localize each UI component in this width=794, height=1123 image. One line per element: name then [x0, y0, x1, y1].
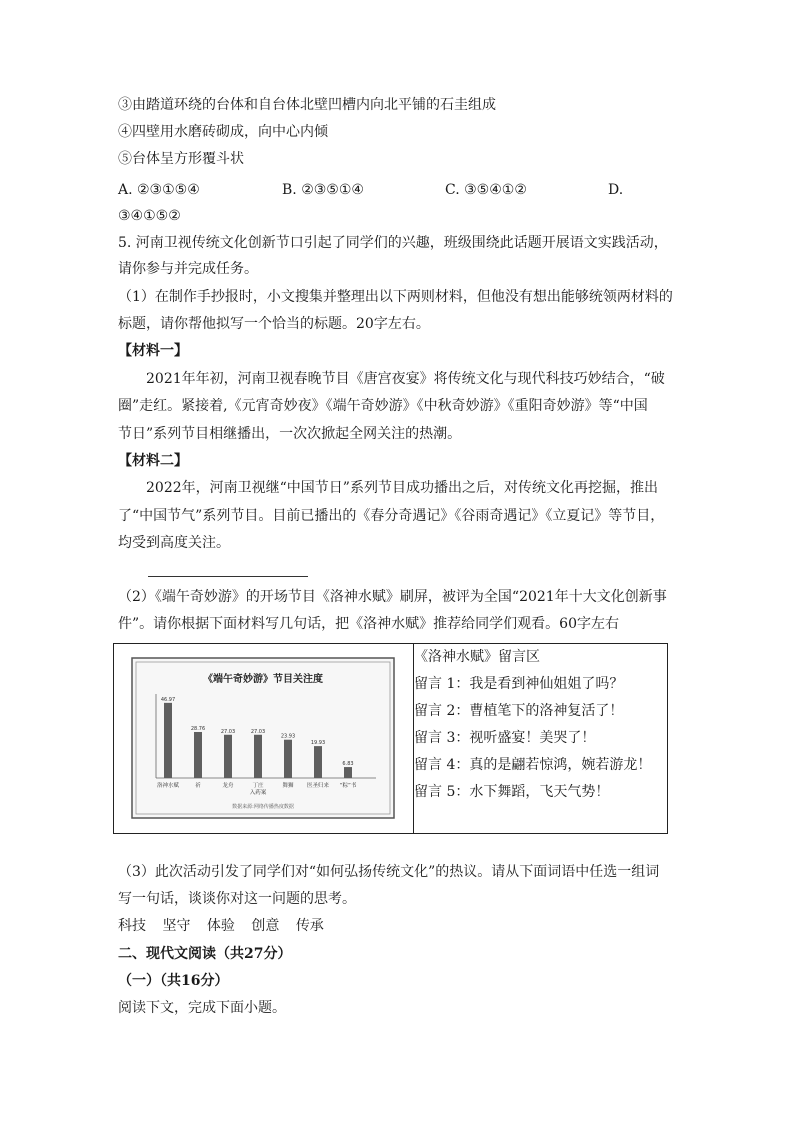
- comment-5: 留言 5：水下舞蹈，飞天气势！: [414, 784, 610, 800]
- q5-intro-line2: 请你参与并完成任务。: [118, 261, 258, 277]
- chart-bar: [224, 735, 232, 778]
- material-table: [113, 643, 668, 834]
- choice-a: A. ②③①⑤④: [118, 182, 200, 198]
- section2-instruction: 阅读下文，完成下面小题。: [118, 1000, 286, 1016]
- q5-sub1-line2: 标题，请你帮他拟写一个恰当的标题。20字左右。: [118, 316, 430, 332]
- word-1: 科技: [118, 918, 146, 934]
- comment-area-title: 《洛神水赋》留言区: [414, 649, 540, 665]
- section2-heading: 二、现代文阅读（共27分）: [118, 946, 292, 962]
- answer-blank-line: [148, 576, 308, 577]
- chart-category-label: “粽”书: [339, 783, 357, 789]
- chart-category-label: 丁庄: [252, 783, 264, 789]
- word-4: 创意: [251, 918, 280, 934]
- chart-bar: [344, 767, 352, 778]
- q5-sub3-line2: 写一句话，谈谈你对这一问题的思考。: [118, 891, 356, 907]
- material2-line1: 2022年，河南卫视继“中国节日”系列节目成功播出之后，对传统文化再挖掘，推出: [146, 480, 658, 496]
- choice-d-label: D.: [608, 182, 624, 198]
- word-3: 体验: [206, 918, 235, 934]
- q5-sub1-line1: （1）在制作手抄报时，小文搜集并整理出以下两则材料，但他没有想出能够统领两材料的: [118, 289, 673, 305]
- comment-1: 留言 1：我是看到神仙姐姐了吗？: [414, 676, 624, 692]
- chart-category-label: 龙舟: [222, 783, 234, 789]
- word-list: [118, 916, 336, 936]
- chart-category-label: 医圣归来: [306, 783, 330, 789]
- chart-title: 《端午奇妙游》节目关注度: [203, 674, 323, 685]
- q5-sub3-line1: （3）此次活动引发了同学们对“如何弘扬传统文化”的热议。请从下面词语中任选一组词: [118, 864, 660, 880]
- chart-source-note: 数据来源:网络传播热度数据: [232, 804, 294, 810]
- chart-value-label: 28.76: [190, 725, 206, 732]
- chart-bar: [164, 703, 172, 778]
- material2-heading: 【材料二】: [118, 453, 188, 469]
- comment-3: 留言 3：视听盛宴！美哭了！: [414, 730, 596, 746]
- material1-line2: 圈”走红。紧接着,《元宵奇妙夜》《端午奇妙游》《中秋奇妙游》《重阳奇妙游》等“中国: [118, 398, 648, 414]
- chart-value-label: 46.97: [160, 696, 176, 703]
- chart-value-label: 27.03: [250, 728, 266, 735]
- choice-d-value: ③④①⑤②: [118, 208, 181, 224]
- chart-value-label: 19.93: [310, 740, 326, 747]
- chart-bar: [314, 746, 322, 778]
- q5-sub2-line2: 件”。请你根据下面材料写几句话，把《洛神水赋》推荐给同学们观看。60字左右: [118, 616, 619, 632]
- comment-4: 留言 4：真的是翩若惊鸿，婉若游龙！: [414, 757, 652, 773]
- q5-intro-line1: 5. 河南卫视传统文化创新节口引起了同学们的兴趣，班级围绕此话题开展语文实践活动，: [118, 235, 668, 251]
- chart-bar: [254, 735, 262, 778]
- option-item-3: ③由踏道环绕的台体和自台体北壁凹槽内向北平铺的石圭组成: [118, 97, 496, 113]
- material1-line1: 2021年年初，河南卫视春晚节目《唐宫夜宴》将传统文化与现代科技巧妙结合，“破: [146, 371, 665, 387]
- option-item-5: ⑤台体呈方形覆斗状: [118, 151, 244, 167]
- word-5: 传承: [295, 918, 324, 934]
- material1-line3: 节日”系列节目相继播出，一次次掀起全网关注的热潮。: [118, 426, 462, 442]
- choice-c: C. ③⑤④①②: [445, 182, 527, 198]
- chart-cell: [114, 644, 414, 834]
- chart-category-label: 祈: [195, 783, 201, 789]
- chart-value-label: 23.93: [280, 733, 296, 740]
- chart-bar: [194, 732, 202, 778]
- material1-heading: 【材料一】: [118, 343, 188, 359]
- chart-category-label: 入药案: [249, 790, 267, 796]
- chart-value-label: 27.03: [220, 728, 236, 735]
- comment-area: [414, 644, 668, 834]
- chart-category-label: 舞狮: [282, 783, 294, 789]
- chart-value-label: 6.83: [342, 761, 354, 768]
- chart-category-label: 洛神水赋: [156, 783, 180, 789]
- q5-sub2-line1: （2）《端午奇妙游》的开场节目《洛神水赋》刷屏，被评为全国“2021年十大文化创新事: [118, 589, 667, 605]
- material2-line2: 了“中国节气”系列节目。目前已播出的《春分奇遇记》《谷雨奇遇记》《立夏记》等节目，: [118, 508, 665, 524]
- choice-b: B. ②③⑤①④: [282, 182, 364, 198]
- attention-bar-chart: [120, 650, 405, 827]
- word-2: 坚守: [162, 918, 191, 934]
- material2-line3: 均受到高度关注。: [118, 535, 230, 551]
- option-item-4: ④四壁用水磨砖砌成，向中心内倾: [118, 124, 328, 140]
- chart-bar: [284, 740, 292, 778]
- section2-part1: （一）（共16分）: [118, 973, 229, 989]
- comment-2: 留言 2：曹植笔下的洛神复活了！: [414, 703, 624, 719]
